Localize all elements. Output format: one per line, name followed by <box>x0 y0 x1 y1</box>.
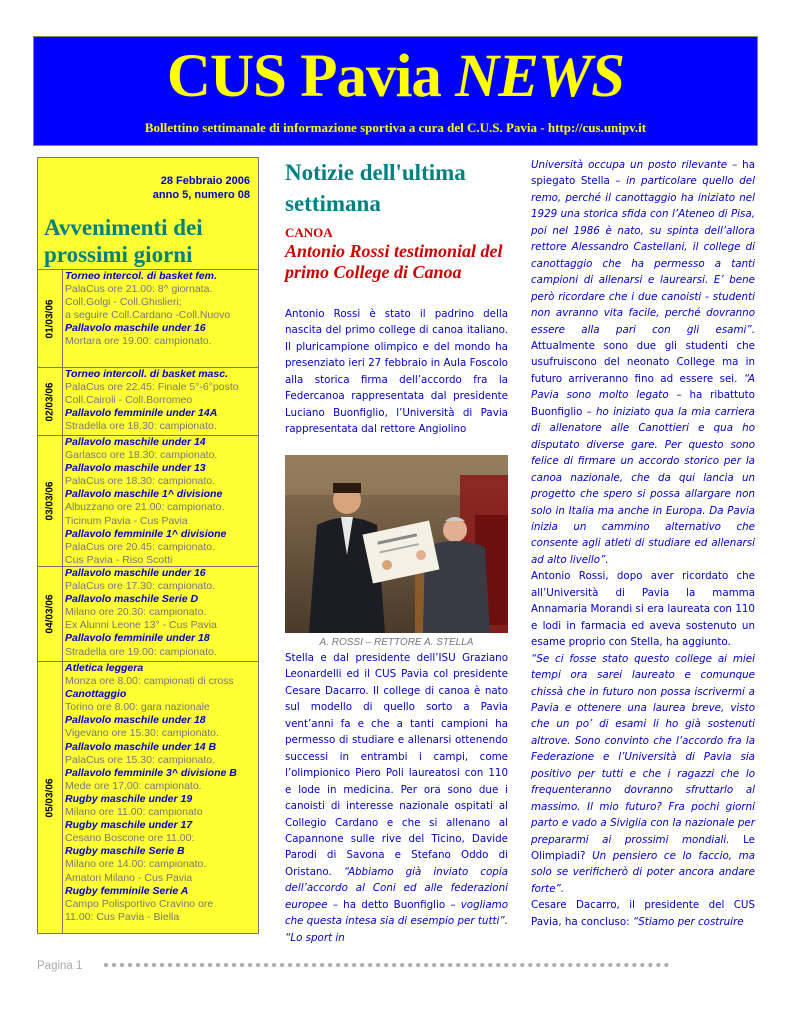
text-run: Le Olimpiadi? <box>531 833 756 863</box>
article-paragraph <box>531 157 755 568</box>
day-events <box>65 368 258 433</box>
quote-run: “Se ci fosse stato questo college ai miei tempi ora sarei laureato e comunque chissà che in futuro non possa iscrivermi a Pavia e ottenere una laurea breve, visto che un po’ di esami li ho già sostenuti altrove. Sono convinto che l’accordo fra la Federazione e l’Università di Pavia sia positivo per tutti e che i ragazzi che lo frequenteranno dovranno sfruttarlo al massimo. Il mio futuro? Fra pochi giorni parto e vado a Siviglia con la nazionale per prepararmi ai prossimi mondiali. <box>531 652 755 846</box>
article-paragraph <box>531 897 755 930</box>
event-detail: Coll.Golgi - Coll.Ghislieri; <box>65 296 182 309</box>
event-title: Torneo intercol. di basket fem. <box>65 270 217 282</box>
event-detail: Campo Polisportivo Cravino ore <box>65 897 214 910</box>
day-date-label <box>38 662 63 934</box>
day-date: 03/03/06 <box>44 481 56 521</box>
event-detail: Milano ore 20.30: campionato. <box>65 606 207 619</box>
ceremony-photo <box>285 455 508 633</box>
section-label: CANOA <box>285 225 333 240</box>
event-detail: PalaCus ore 15.30: campionato. <box>65 753 216 766</box>
event-detail: Ex Alunni Leone 13° - Cus Pavia <box>65 619 217 632</box>
article-title: Antonio Rossi testimonial del primo College di Canoa <box>285 241 503 282</box>
event-detail: Monza ore 8.00: campionati di cross <box>65 675 234 688</box>
event-title: Canottaggio <box>65 688 127 701</box>
event-detail: Mortara ore 19.00: campionato. <box>65 335 212 348</box>
page-number: Pagina 1 <box>37 960 83 972</box>
article-paragraph: Antonio Rossi è stato il padrino della nascita del primo college di canoa italiano. Il pluricampione olimpico e del mondo ha presenziato ieri 27 febbraio in Aula Foscolo alla storica firma dell’accordo fra la Federcanoa rappresentata dal presidente Luciano Buonfiglio, l’Università di Pavia rappresentata dal rettore Angiolino <box>285 308 508 436</box>
article-paragraph <box>285 650 508 946</box>
newsletter-subtitle: Bollettino settimanale di informazione sportiva a cura del C.U.S. Pavia - http://cus.unipv.it <box>144 120 647 135</box>
event-detail: PalaCus ore 21.00: 8^ giornata. <box>65 283 213 296</box>
quote-run: ho iniziato qua la mia carriera di allenatore alle Canottieri e qua ho disputato diverse gare. Per questo sono felice di firmare un accordo storico per la canoa nazionale, che da qui lancia un progetto che spero si possa allargare non solo in Italia ma anche in Europa. Da Pavia inizia un cammino alternativo che consente agli atleti di studiare ed allenarsi ad alto livello”. <box>531 405 755 566</box>
event-title: Pallavolo maschile Serie D <box>65 593 199 606</box>
article-column-1-top <box>285 306 508 438</box>
event-title: Pallavolo maschile under 13 <box>65 462 206 475</box>
event-title: Rugby femminile Serie A <box>65 884 189 897</box>
day-date: 04/03/06 <box>44 594 56 634</box>
event-title: Rugby maschile Serie B <box>65 845 185 858</box>
day-events <box>65 662 258 924</box>
day-block-2 <box>38 367 258 435</box>
event-title: Pallavolo maschile under 16 <box>65 567 206 579</box>
day-events <box>65 270 258 349</box>
photo-illustration <box>285 455 508 633</box>
event-detail: Milano ore 14.00: campionato. <box>65 858 207 871</box>
quote-run: “Stiamo per costruire <box>632 915 744 928</box>
quote-run: in particolare quello del remo, perché il canottaggio ha iniziato nel 1929 una storica sfida con l’Ateneo di Pisa, poi nel 1986 è nato, su spinta dell’allora rettore Alessandro Castellani, il college di canottaggio che ha permesso a tanti campioni di allenarsi e laurearsi. E’ bene però ricordare che i due canoisti - studenti non avranno vita facile, perché dovranno essere alla pari con gli esami”. <box>531 175 755 336</box>
issue-number: anno 5, numero 08 <box>152 189 250 201</box>
day-date-label <box>38 567 63 661</box>
event-title: Pallavolo femminile under 14A <box>65 407 218 420</box>
footer-dotted-rule <box>104 963 669 967</box>
title-main: CUS Pavia <box>166 43 456 110</box>
event-detail: Stradella ore 18.30: campionato. <box>65 420 217 433</box>
day-date: 02/03/06 <box>44 382 56 421</box>
photo-caption: A. ROSSI – RETTORE A. STELLA <box>319 637 474 648</box>
event-detail: Stradella ore 19.00: campionato. <box>65 645 217 658</box>
day-block-1 <box>38 269 258 367</box>
news-heading: Notizie dell'ultima settimana <box>285 160 466 216</box>
event-detail: PalaCus ore 18.30: campionato. <box>65 475 216 488</box>
text-run: – ha ribattuto Buonfiglio – <box>531 389 755 418</box>
event-detail: Torino ore 8.00: gara nazionale <box>65 701 210 714</box>
sidebar-heading <box>44 214 254 268</box>
sidebar-heading-line1: Avvenimenti dei <box>44 215 203 240</box>
text-run: Stella e dal presidente dell’ISU Graziano Leonardelli ed il CUS Pavia col presidente Cesare Dacarro. Il college di canoa è nato sul modello di quello sorto a Pavia vent’anni fa e che a tanti campioni ha permesso di studiare e allenarsi ottenendo successi in entrambi i campi, come l’olimpionico Piero Poli laureatosi con 110 e lode in medicina. Per ora sono due i canoisti di interesse nazionale ospitati al Collegio Cardano e che si allenano al Capannone sulle rive del Ticino, Davide Parodi di Savona e Stefano Oddo di Oristano. <box>285 652 508 878</box>
text-run: Cesare Dacarro, il presidente del CUS Pavia, ha concluso: <box>531 899 755 928</box>
day-date-label <box>38 436 63 566</box>
sidebar-heading-line2: prossimi giorni <box>44 242 193 267</box>
event-detail: 11.00: Cus Pavia - Biella <box>65 910 180 923</box>
event-detail: Milano ore 11.00: campionato <box>65 806 203 819</box>
article-paragraph <box>531 651 755 898</box>
event-title: Atletica leggera <box>65 662 144 674</box>
day-events <box>65 567 258 659</box>
issue-info <box>60 174 250 202</box>
event-title: Pallavolo maschile under 18 <box>65 714 206 727</box>
event-detail: PalaCus ore 22.45: Finale 5°-6°posto <box>65 381 239 394</box>
event-title: Torneo intercoll. di basket masc. <box>65 368 228 380</box>
article-paragraph: Antonio Rossi, dopo aver ricordato che all’Università di Pavia la mamma Annamaria Morandi si era laureata con 110 e lodi in farmacia ed aveva sostenuto un esame proprio con Stella, ha aggiunto. <box>531 570 755 649</box>
quote-run: vogliamo che questa intesa sia di esempio per tutti”. “Lo sport in <box>285 898 508 944</box>
article-column-1-bottom <box>285 650 508 946</box>
event-detail: Cus Pavia - Riso Scotti <box>65 553 173 566</box>
event-title: Pallavolo maschile under 16 <box>65 322 206 335</box>
event-title: Pallavolo maschile under 14 B <box>65 740 217 753</box>
event-title: Pallavolo maschile 1^ divisione <box>65 488 223 501</box>
quote-run: “Abbiamo già inviato copia dell’accordo al Coni ed alle federazioni europee <box>285 865 508 911</box>
event-title: Pallavolo maschile under 14 <box>65 436 206 448</box>
day-block-4 <box>38 566 258 661</box>
event-title: Pallavolo femminile under 18 <box>65 632 210 645</box>
masthead <box>33 36 758 146</box>
article-column-2 <box>531 157 755 930</box>
quote-run: Un pensiero ce lo faccio, ma solo se verificherò di poter ancora andare forte”. <box>531 850 756 895</box>
quote-run: “A Pavia sono molto legato <box>531 372 755 402</box>
event-detail: Amatori Milano - Cus Pavia <box>65 871 193 884</box>
day-date-label <box>38 368 63 435</box>
text-run: – ha detto Buonfiglio – <box>327 898 461 911</box>
title-news: NEWS <box>455 43 625 110</box>
newsletter-title <box>34 41 757 113</box>
issue-date: 28 Febbraio 2006 <box>160 175 250 187</box>
day-date: 05/03/06 <box>44 778 56 818</box>
day-date: 01/03/06 <box>44 299 56 338</box>
event-detail: Garlasco ore 18.30: campionato. <box>65 449 218 462</box>
event-title: Pallavolo femminile 1^ divisione <box>65 527 227 540</box>
event-detail: a seguire Coll.Cardano -Coll.Nuovo <box>65 309 231 322</box>
event-detail: PalaCus ore 20.45: campionato. <box>65 540 216 553</box>
event-title: Rugby maschile under 17 <box>65 819 193 832</box>
event-title: Pallavolo femminile 3^ divisione B <box>65 766 237 779</box>
event-detail: Ticinum Pavia - Cus Pavia <box>65 514 188 527</box>
day-block-3 <box>38 435 258 566</box>
day-events <box>65 436 258 567</box>
event-detail: Albuzzano ore 21.00: campionato. <box>65 501 225 514</box>
quote-run: Università occupa un posto rilevante <box>531 159 728 171</box>
event-detail: Cesano Boscone ore 11.00: <box>65 832 195 845</box>
day-date-label <box>38 270 63 367</box>
event-detail: Coll.Cairoli - Coll.Borromeo <box>65 394 193 407</box>
text-run: – ha spiegato Stella – <box>531 159 755 188</box>
day-block-5 <box>38 661 258 934</box>
event-title: Rugby maschile under 19 <box>65 792 193 805</box>
event-detail: Vigevano ore 15.30: campionato. <box>65 727 219 740</box>
event-detail: Mede ore 17.00: campionato. <box>65 779 202 792</box>
event-detail: PalaCus ore 17.30: campionato. <box>65 580 216 593</box>
text-run: Attualmente sono due gli studenti che usufruiscono del neonato College ma in futuro arriveranno fino ad essere sei. <box>531 339 755 385</box>
events-sidebar <box>37 157 259 934</box>
